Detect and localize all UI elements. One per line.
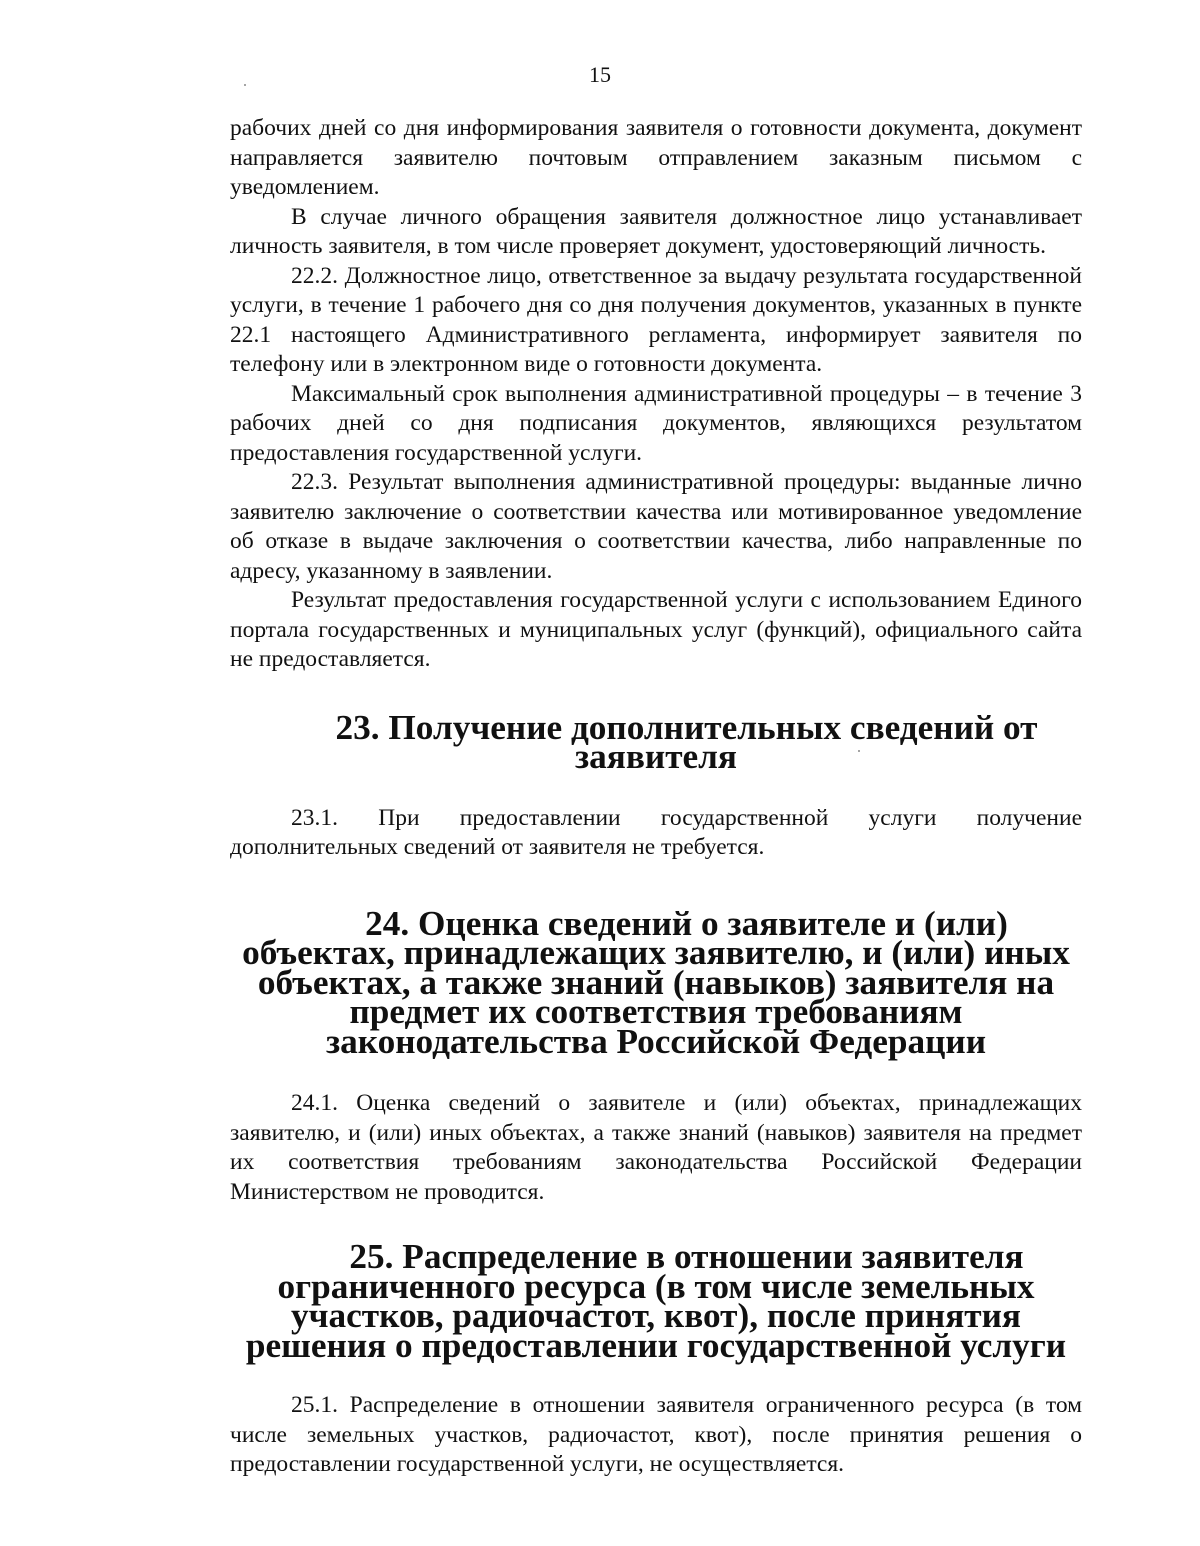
paragraph: 25.1. Распределение в отношении заявителя ограниченного ресурса (в том числе земельных участков, радиочастот, квот), после принятия решения о предоставлении государственной услуги, не осуществляется.	[230, 1392, 1082, 1477]
page-number: 15	[589, 62, 611, 87]
paragraph: 22.3. Результат выполнения административной процедуры: выданные лично заявителю заключение о соответствии качества или мотивированное уведомление об отказе в выдаче заключения о соответствии качества, либо направленные по адресу, указанному в заявлении.	[230, 469, 1082, 584]
paragraph: 22.2. Должностное лицо, ответственное за выдачу результата государственной услуги, в течение 1 рабочего дня со дня получения документов, указанных в пункте 22.1 настоящего Административного регламента, информирует заявителя по телефону или в электронном виде о готовности документа.	[230, 262, 1082, 377]
section-heading: 23. Получение дополнительных сведений от заявителя	[335, 707, 1038, 776]
document-body	[230, 114, 1082, 1480]
paragraph: 23.1. При предоставлении государственной услуги получение дополнительных сведений от заявителя не требуется.	[230, 804, 1082, 860]
paragraph: В случае личного обращения заявителя должностное лицо устанавливает личность заявителя, в том числе проверяет документ, удостоверяющий личность.	[230, 203, 1082, 259]
scan-speck	[244, 84, 246, 86]
section-heading: 25. Распределение в отношении заявителя ограниченного ресурса (в том числе земельных участков, радиочастот, квот), после принятия решения о предоставлении государственной услуги	[245, 1237, 1067, 1365]
paragraph: 24.1. Оценка сведений о заявителе и (или) объектах, принадлежащих заявителю, и (или) иных объектах, а также знаний (навыков) заявителя на предмет их соответствия требованиям законодательства Российской Федерации Министерством не проводится.	[230, 1090, 1082, 1205]
paragraph: Результат предоставления государственной услуги с использованием Единого портала государственных и муниципальных услуг (функций), официального сайта не предоставляется.	[230, 587, 1082, 672]
paragraph: Максимальный срок выполнения административной процедуры – в течение 3 рабочих дней со дня подписания документов, являющихся результатом предоставления государственной услуги.	[230, 380, 1082, 466]
section-heading: 24. Оценка сведений о заявителе и (или) объектах, принадлежащих заявителю, и (или) иных объектах, а также знаний (навыков) заявителя на предмет их соответствия требованиям законодательства Российской Федерации	[242, 903, 1070, 1061]
paragraph: рабочих дней со дня информирования заявителя о готовности документа, документ направляется заявителю почтовым отправлением заказным письмом с уведомлением.	[230, 115, 1082, 200]
